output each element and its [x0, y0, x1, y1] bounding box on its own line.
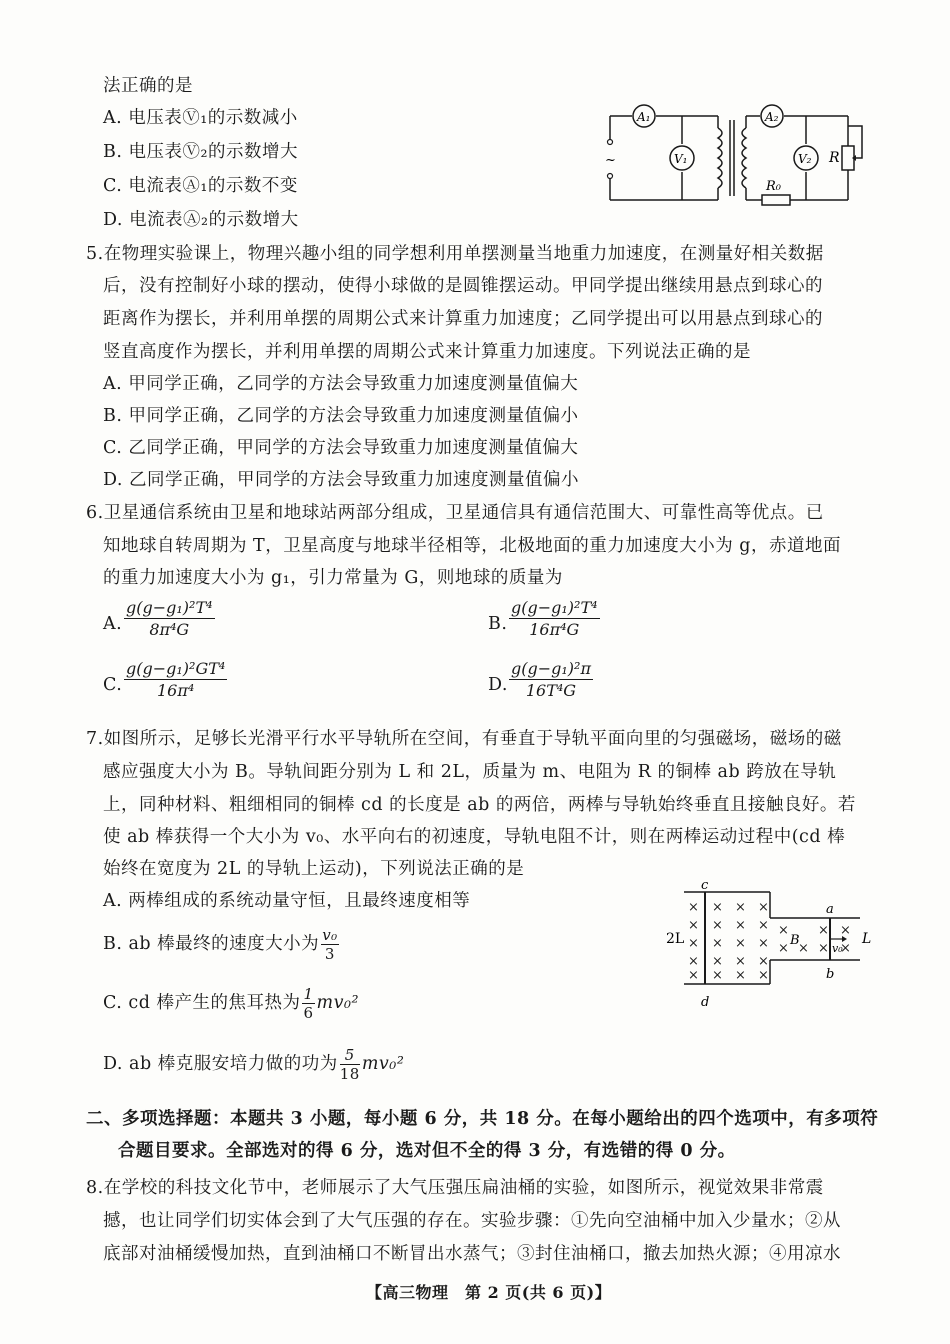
q7-line-5: 始终在宽度为 2L 的导轨上运动)，下列说法正确的是 [103, 859, 525, 879]
magnetic-field-cross: × [712, 954, 723, 969]
magnetic-field-cross: × [758, 954, 769, 969]
q7-option-b: B. ab 棒最终的速度大小为 $\frac{\text{v₀}}{3}$ [103, 926, 338, 963]
magnetic-field-cross: × [735, 968, 746, 983]
q6-option-a-fraction: $\frac{\text{g(g−g₁)²T⁴}}{\text{8π⁴G}}$ [126, 598, 213, 639]
q6-option-c-label: C. [103, 675, 123, 695]
width-2l-label: 2L [666, 931, 685, 947]
magnetic-field-cross: × [688, 954, 699, 969]
magnetic-field-cross: × [735, 900, 746, 915]
page-footer: 【高三物理 第 2 页(共 6 页)】 [366, 1283, 612, 1302]
q7-line-3: 上，同种材料、粗细相同的铜棒 cd 的长度是 ab 的两倍，两棒与导轨始终垂直且接触良好。若 [103, 795, 856, 815]
width-l-label: L [862, 931, 872, 947]
q5-option-a: A. 甲同学正确，乙同学的方法会导致重力加速度测量值偏大 [103, 374, 579, 394]
magnetic-field-cross: × [758, 900, 769, 915]
magnetic-field-cross: × [688, 900, 699, 915]
q5-line-3: 距离作为摆长，并利用单摆的周期公式来计算重力加速度；乙同学提出可以用悬点到球心的 [103, 309, 823, 329]
magnetic-field-cross: × [840, 941, 851, 956]
rod-ab-top-label: a [826, 902, 834, 917]
q4-option-d: D. 电流表Ⓐ₂的示数增大 [103, 210, 299, 230]
section-2-heading-line-2: 合题目要求。全部选对的得 6 分，选对但不全的得 3 分，有选错的得 0 分。 [118, 1141, 736, 1161]
magnetic-field-cross: × [712, 936, 723, 951]
q5-option-b: B. 甲同学正确，乙同学的方法会导致重力加速度测量值偏小 [103, 406, 579, 426]
q6-option-b-label: B. [488, 614, 508, 634]
q5-option-c: C. 乙同学正确，甲同学的方法会导致重力加速度测量值偏大 [103, 438, 579, 458]
q6-option-d-label: D. [488, 675, 508, 695]
q4-option-a: A. 电压表Ⓥ₁的示数减小 [103, 108, 298, 128]
q6-line-2: 知地球自转周期为 T，卫星高度与地球半径相等，北极地面的重力加速度大小为 g，赤道地面 [103, 536, 841, 556]
magnetic-field-cross: × [758, 968, 769, 983]
section-2-heading-line-1: 二、多项选择题：本题共 3 小题，每小题 6 分，共 18 分。在每小题给出的四个选项中，有多项符 [86, 1109, 879, 1129]
magnetic-field-cross: × [818, 923, 829, 938]
resistor-r0-label: R₀ [766, 179, 781, 194]
q6-option-c-fraction: $\frac{\text{g(g−g₁)²GT⁴}}{\text{16π⁴}}$ [126, 659, 226, 700]
q4-circuit-figure [600, 98, 870, 210]
q5-option-d: D. 乙同学正确，甲同学的方法会导致重力加速度测量值偏小 [103, 470, 580, 490]
q4-stem-tail: 法正确的是 [103, 76, 193, 96]
rod-ab-bottom-label: b [826, 967, 835, 982]
q8-line-2: 撼，也让同学们切实体会到了大气压强的存在。实验步骤：①先向空油桶中加入少量水；②从 [103, 1211, 841, 1231]
q5-line-2: 后，没有控制好小球的摆动，使得小球做的是圆锥摆运动。甲同学提出继续用悬点到球心的 [103, 276, 823, 296]
q7-option-c: C. cd 棒产生的焦耳热为 $\frac{1}{6}$ mv₀² [103, 985, 360, 1022]
q6-line-3: 的重力加速度大小为 g₁，引力常量为 G，则地球的质量为 [103, 568, 563, 588]
voltmeter-v1-label: V₁ [674, 152, 688, 166]
magnetic-field-cross: × [688, 968, 699, 983]
magnetic-field-cross: × [818, 941, 829, 956]
q7-option-d: D. ab 棒克服安培力做的功为 $\frac{5}{18}$ mv₀² [103, 1046, 405, 1083]
field-b-label: B [790, 933, 800, 948]
magnetic-field-cross: × [688, 918, 699, 933]
ac-source-symbol: ~ [605, 153, 616, 168]
q6-line-1: 6.卫星通信系统由卫星和地球站两部分组成，卫星通信具有通信范围大、可靠性高等优点。已 [86, 503, 824, 523]
magnetic-field-cross: × [712, 968, 723, 983]
q7-rails-figure [662, 880, 877, 1015]
magnetic-field-cross: × [778, 941, 789, 956]
magnetic-field-cross: × [712, 918, 723, 933]
rheostat-label: R [829, 150, 840, 166]
q6-option-a-label: A. [103, 614, 123, 634]
magnetic-field-cross: × [688, 936, 699, 951]
q5-line-4: 竖直高度作为摆长，并利用单摆的周期公式来计算重力加速度。下列说法正确的是 [103, 342, 751, 362]
magnetic-field-cross: × [735, 936, 746, 951]
magnetic-field-cross: × [712, 900, 723, 915]
magnetic-field-cross: × [778, 923, 789, 938]
magnetic-field-cross: × [758, 936, 769, 951]
magnetic-field-cross: × [735, 954, 746, 969]
ammeter-a2-label: A₂ [765, 110, 779, 124]
q7-line-4: 使 ab 棒获得一个大小为 v₀、水平向右的初速度，导轨电阻不计，则在两棒运动过程中(cd 棒 [103, 827, 846, 847]
velocity-v0-label: v₀ [832, 942, 843, 955]
rod-cd-top-label: c [701, 880, 709, 893]
q4-option-c: C. 电流表Ⓐ₁的示数不变 [103, 176, 298, 196]
q7-line-1: 7.如图所示，足够长光滑平行水平导轨所在空间，有垂直于导轨平面向里的匀强磁场，磁场的磁 [86, 729, 842, 749]
q4-option-b: B. 电压表Ⓥ₂的示数增大 [103, 142, 299, 162]
magnetic-field-cross: × [840, 923, 851, 938]
q7-option-a: A. 两棒组成的系统动量守恒，且最终速度相等 [103, 891, 471, 911]
q5-line-1: 5.在物理实验课上，物理兴趣小组的同学想利用单摆测量当地重力加速度，在测量好相关数据 [86, 244, 824, 264]
magnetic-field-cross: × [758, 918, 769, 933]
magnetic-field-cross: × [798, 941, 809, 956]
q8-line-1: 8.在学校的科技文化节中，老师展示了大气压强压扁油桶的实验，如图所示，视觉效果非常震 [86, 1178, 824, 1198]
rod-cd-bottom-label: d [701, 995, 710, 1010]
q6-option-b-fraction: $\frac{\text{g(g−g₁)²T⁴}}{\text{16π⁴G}}$ [511, 598, 598, 639]
voltmeter-v2-label: V₂ [798, 152, 812, 166]
q8-line-3: 底部对油桶缓慢加热，直到油桶口不断冒出水蒸气；③封住油桶口，撤去加热火源；④用凉水 [103, 1244, 841, 1264]
q7-line-2: 感应强度大小为 B。导轨间距分别为 L 和 2L，质量为 m、电阻为 R 的铜棒 ab 跨放在导轨 [103, 762, 837, 782]
ammeter-a1-label: A₁ [637, 110, 651, 124]
q6-option-d-fraction: $\frac{\text{g(g−g₁)²π}}{\text{16T⁴G}}$ [511, 659, 591, 700]
magnetic-field-cross: × [735, 918, 746, 933]
